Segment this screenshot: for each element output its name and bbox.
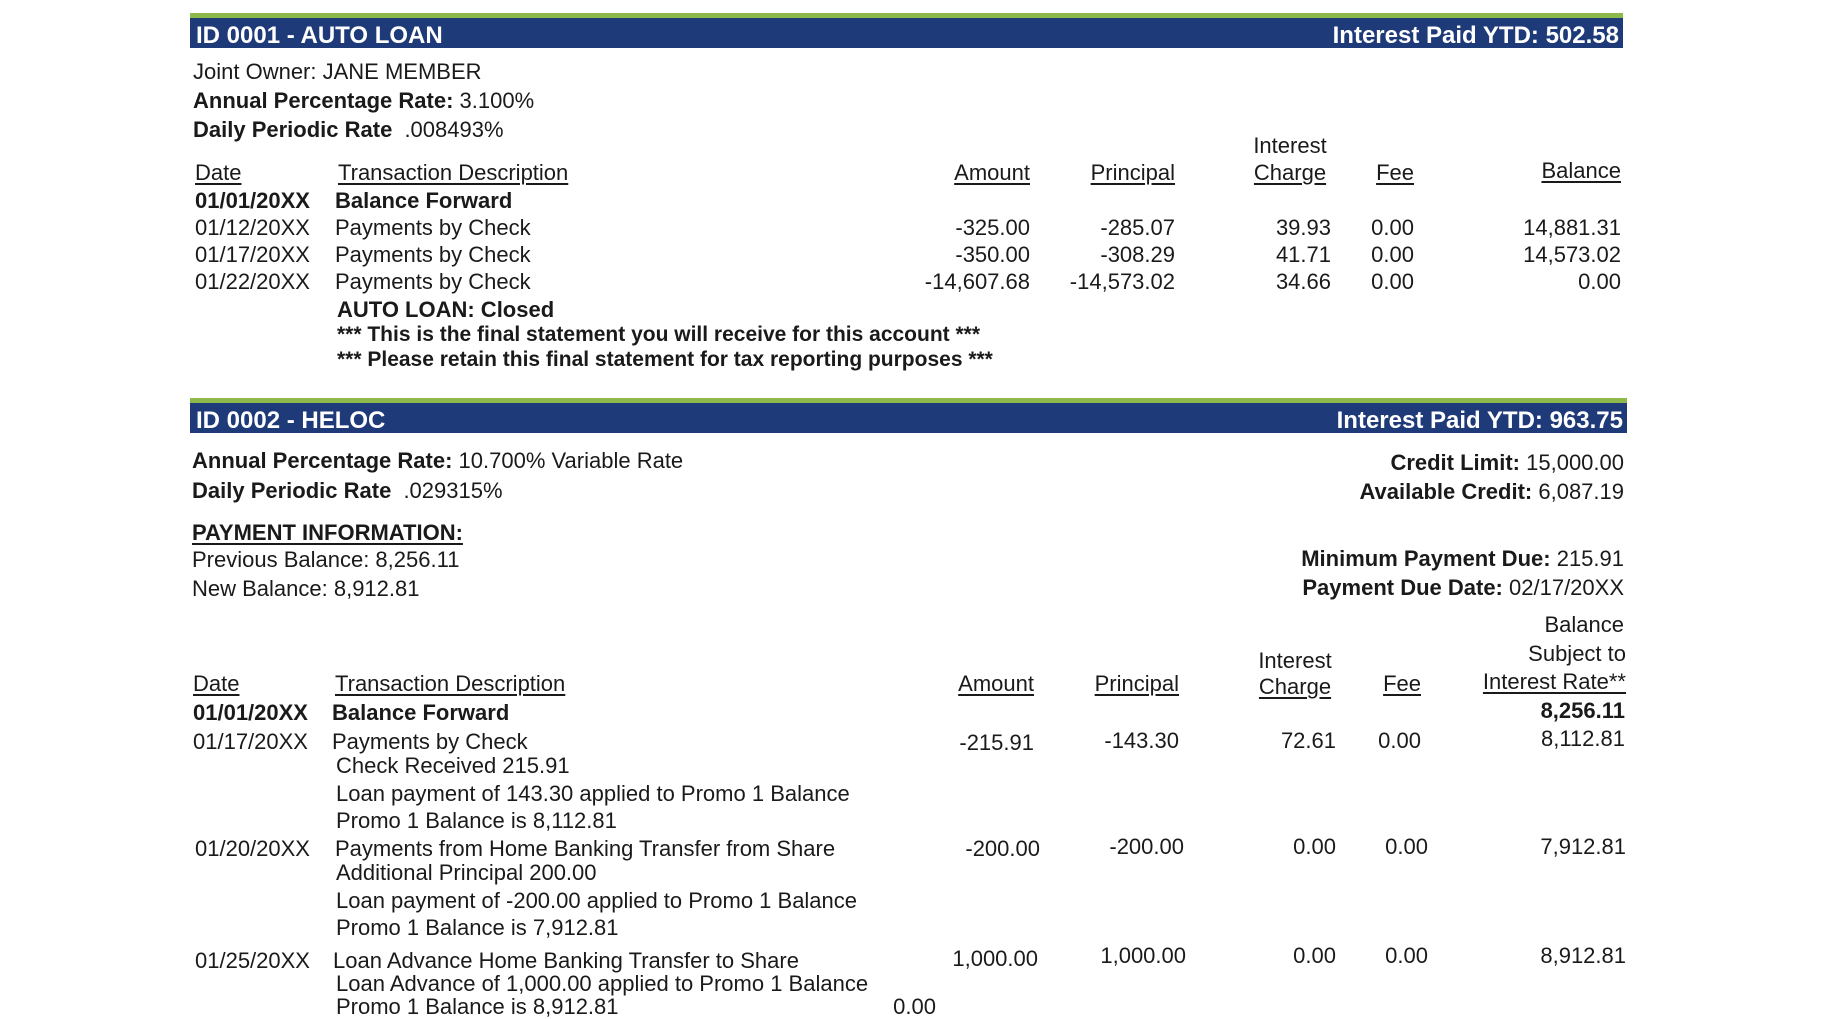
row-principal: -143.30 [1104,728,1179,753]
row-interest: 39.93 [1275,215,1331,240]
col-interest-bottom: Charge [1253,160,1327,185]
col-balance: Balance [1541,158,1621,183]
row-description: Payments from Home Banking Transfer from Share [335,836,836,861]
row-date: 01/12/20XX [195,215,310,240]
dpr-label: Daily Periodic Rate [192,478,392,503]
col-date: Date [195,160,242,185]
dpr-value: .029315% [403,478,503,503]
due-date-value: 02/17/20XX [1509,575,1624,600]
apr-value: 3.100% [459,88,535,113]
col-balance-bottom: Interest Rate** [1482,669,1626,694]
min-payment-value: 215.91 [1556,546,1624,571]
row-date: 01/22/20XX [195,269,310,294]
col-interest-bottom: Charge [1258,674,1332,699]
col-balance-top: Balance [1544,612,1624,637]
available-credit-value: 6,087.19 [1538,479,1624,504]
auto-loan-header-title: ID 0001 - AUTO LOAN [196,22,443,49]
row-description: Payments by Check [332,729,528,754]
row-amount: -350.00 [955,242,1030,267]
apr-label: Annual Percentage Rate: [192,448,453,473]
row-fee: 0.00 [1385,943,1428,968]
row-amount: 1,000.00 [952,946,1038,971]
row-date: 01/25/20XX [195,948,310,973]
final-statement-notice: *** This is the final statement you will receive for this account *** [337,323,981,346]
due-date-label: Payment Due Date: [1302,575,1503,600]
tax-retain-notice: *** Please retain this final statement for tax reporting purposes *** [337,348,993,371]
col-balance-mid: Subject to [1528,641,1626,666]
auto-loan-interest-ytd: Interest Paid YTD: 502.58 [1332,22,1619,49]
row-interest: 41.71 [1275,242,1331,267]
col-description: Transaction Description [335,671,566,696]
row-balance: 14,881.31 [1523,215,1621,240]
row-date: 01/20/20XX [195,836,310,861]
row-principal: -308.29 [1100,242,1175,267]
row-date: 01/17/20XX [193,729,308,754]
available-credit [1359,481,1624,503]
row-description: Loan Advance Home Banking Transfer to Share [333,948,799,973]
row-interest: 0.00 [1293,943,1336,968]
row-description: Payments by Check [335,269,531,294]
row-detail: Promo 1 Balance is 8,112.81 [336,808,617,833]
row-principal: -285.07 [1100,215,1175,240]
minimum-payment [1301,548,1624,570]
col-amount: Amount [954,160,1030,185]
row-amount: -215.91 [959,730,1034,755]
row-balance: 8,112.81 [1540,726,1625,751]
auto-loan-apr [193,90,534,112]
new-balance: New Balance: 8,912.81 [192,576,420,601]
payment-info-title: PAYMENT INFORMATION: [192,520,463,545]
credit-limit [1390,452,1624,474]
col-date: Date [193,671,240,696]
row-fee: 0.00 [1371,269,1414,294]
row-amount: -200.00 [965,836,1040,861]
available-credit-label: Available Credit: [1359,479,1533,504]
heloc-interest-ytd: Interest Paid YTD: 963.75 [1336,407,1623,434]
heloc-dpr [192,480,503,502]
balance-forward-date: 01/01/20XX [193,700,308,725]
balance-forward-date: 01/01/20XX [195,188,310,213]
credit-limit-value: 15,000.00 [1526,450,1624,475]
balance-forward-label: Balance Forward [335,188,513,213]
row-fee: 0.00 [1378,728,1421,753]
row-balance: 8,912.81 [1540,943,1626,968]
heloc-header-bar [190,403,1627,433]
row-detail: Loan Advance of 1,000.00 applied to Promo 1 Balance [336,971,869,996]
row-balance: 7,912.81 [1540,834,1626,859]
row-detail: Promo 1 Balance is 7,912.81 [336,915,619,940]
row-balance: 0.00 [1578,269,1621,294]
dpr-value: .008493% [404,117,504,142]
payment-due-date [1302,577,1624,599]
col-interest-top: Interest [1253,133,1327,158]
heloc-header-title: ID 0002 - HELOC [196,407,386,434]
col-fee: Fee [1383,671,1421,696]
row-detail: Loan payment of 143.30 applied to Promo 1 Balance [336,781,850,806]
previous-balance: Previous Balance: 8,256.11 [192,547,460,572]
col-interest-top: Interest [1258,648,1332,673]
row-description: Payments by Check [335,215,531,240]
col-principal: Principal [1094,671,1179,696]
row-principal: -14,573.02 [1069,269,1175,294]
row-fee: 0.00 [1371,215,1414,240]
heloc-apr [192,450,683,472]
row-interest: 72.61 [1280,728,1336,753]
row-detail: Loan payment of -200.00 applied to Promo 1 Balance [336,888,858,913]
row-amount: -325.00 [955,215,1030,240]
apr-label: Annual Percentage Rate: [193,88,454,113]
row-principal: 1,000.00 [1100,943,1186,968]
col-fee: Fee [1376,160,1414,185]
row-interest: 34.66 [1275,269,1331,294]
apr-value: 10.700% Variable Rate [458,448,684,473]
account-closed-label: AUTO LOAN: Closed [337,297,555,322]
min-payment-label: Minimum Payment Due: [1301,546,1551,571]
row-fee: 0.00 [1385,834,1428,859]
joint-owner: Joint Owner: JANE MEMBER [193,59,482,84]
row-detail: Promo 1 Balance is 8,912.81 [336,994,619,1019]
credit-limit-label: Credit Limit: [1390,450,1520,475]
row-principal: -200.00 [1109,834,1184,859]
col-description: Transaction Description [338,160,569,185]
balance-forward-amount: 8,256.11 [1540,698,1625,723]
row-detail: Additional Principal 200.00 [336,860,597,885]
col-principal: Principal [1090,160,1175,185]
row-amount: -14,607.68 [924,269,1030,294]
dpr-label: Daily Periodic Rate [193,117,393,142]
row-balance: 14,573.02 [1523,242,1621,267]
auto-loan-dpr [193,119,504,141]
col-amount: Amount [958,671,1034,696]
row-fee: 0.00 [1371,242,1414,267]
row-detail: Check Received 215.91 [336,753,570,778]
row-interest: 0.00 [1293,834,1336,859]
row-description: Payments by Check [335,242,531,267]
auto-loan-header-bar [190,18,1623,48]
balance-forward-label: Balance Forward [332,700,510,725]
row-date: 01/17/20XX [195,242,310,267]
row-trailing-amount: 0.00 [893,994,936,1019]
